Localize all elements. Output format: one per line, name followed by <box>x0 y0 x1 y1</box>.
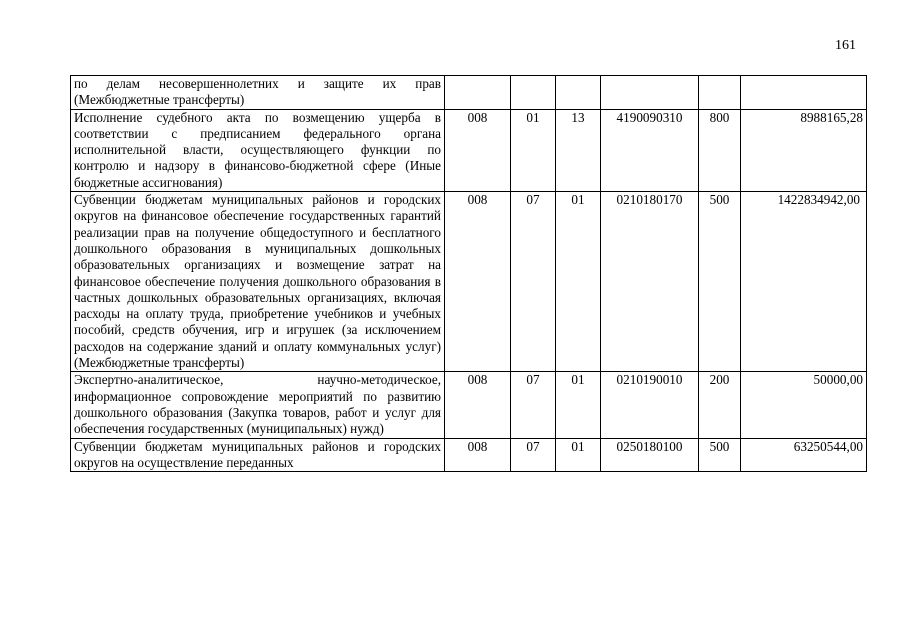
target-article-code: 0210180170 <box>601 192 699 372</box>
target-article-code: 4190090310 <box>601 109 699 191</box>
ministry-code: 008 <box>445 438 511 472</box>
section-code: 01 <box>511 109 556 191</box>
table-row <box>71 438 867 472</box>
target-article-code: 0250180100 <box>601 438 699 472</box>
row-description: Исполнение судебного акта по возмещению ущерба в соответствии с предписанием федерального органа исполнительной власти, осуществляющего функции по контролю и надзору в финансово-бюджетной сфере (Иные бюджетные ассигнования) <box>71 109 445 191</box>
target-article-code <box>601 76 699 110</box>
amount: 50000,00 <box>741 372 867 438</box>
row-description: Экспертно-аналитическое, научно-методическое, информационное сопровождение мероприятий по развитию дошкольного образования (Закупка товаров, работ и услуг для обеспечения государственных (муниципальных) нужд) <box>71 372 445 438</box>
table-row <box>71 192 867 372</box>
ministry-code <box>445 76 511 110</box>
expense-type-code: 500 <box>699 192 741 372</box>
row-description: Субвенции бюджетам муниципальных районов и городских округов на осуществление переданных <box>71 438 445 472</box>
row-description: Субвенции бюджетам муниципальных районов и городских округов на финансовое обеспечение государственных гарантий реализации прав на получение общедоступного и бесплатного дошкольного образования в муниципальных дошкольных образовательных организациях и возмещение затрат на финансовое обеспечение получения дошкольного образования в частных дошкольных образовательных организациях, включая расходы на оплату труда, приобретение учебников и учебных пособий, средств обучения, игр и игрушек (за исключением расходов на содержание зданий и оплату коммунальных услуг) (Межбюджетные трансферты) <box>71 192 445 372</box>
subsection-code: 01 <box>556 192 601 372</box>
amount: 8988165,28 <box>741 109 867 191</box>
section-code: 07 <box>511 372 556 438</box>
amount <box>741 76 867 110</box>
section-code: 07 <box>511 192 556 372</box>
expense-type-code: 500 <box>699 438 741 472</box>
amount: 1422834942,00 <box>741 192 867 372</box>
subsection-code: 01 <box>556 438 601 472</box>
ministry-code: 008 <box>445 109 511 191</box>
ministry-code: 008 <box>445 192 511 372</box>
target-article-code: 0210190010 <box>601 372 699 438</box>
amount: 63250544,00 <box>741 438 867 472</box>
page-number: 161 <box>835 38 856 53</box>
expense-type-code <box>699 76 741 110</box>
section-code: 07 <box>511 438 556 472</box>
budget-table <box>70 75 867 472</box>
expense-type-code: 200 <box>699 372 741 438</box>
row-description: по делам несовершеннолетних и защите их прав (Межбюджетные трансферты) <box>71 76 445 110</box>
table-row <box>71 76 867 110</box>
subsection-code <box>556 76 601 110</box>
table-row <box>71 109 867 191</box>
subsection-code: 13 <box>556 109 601 191</box>
section-code <box>511 76 556 110</box>
expense-type-code: 800 <box>699 109 741 191</box>
ministry-code: 008 <box>445 372 511 438</box>
subsection-code: 01 <box>556 372 601 438</box>
table-row <box>71 372 867 438</box>
